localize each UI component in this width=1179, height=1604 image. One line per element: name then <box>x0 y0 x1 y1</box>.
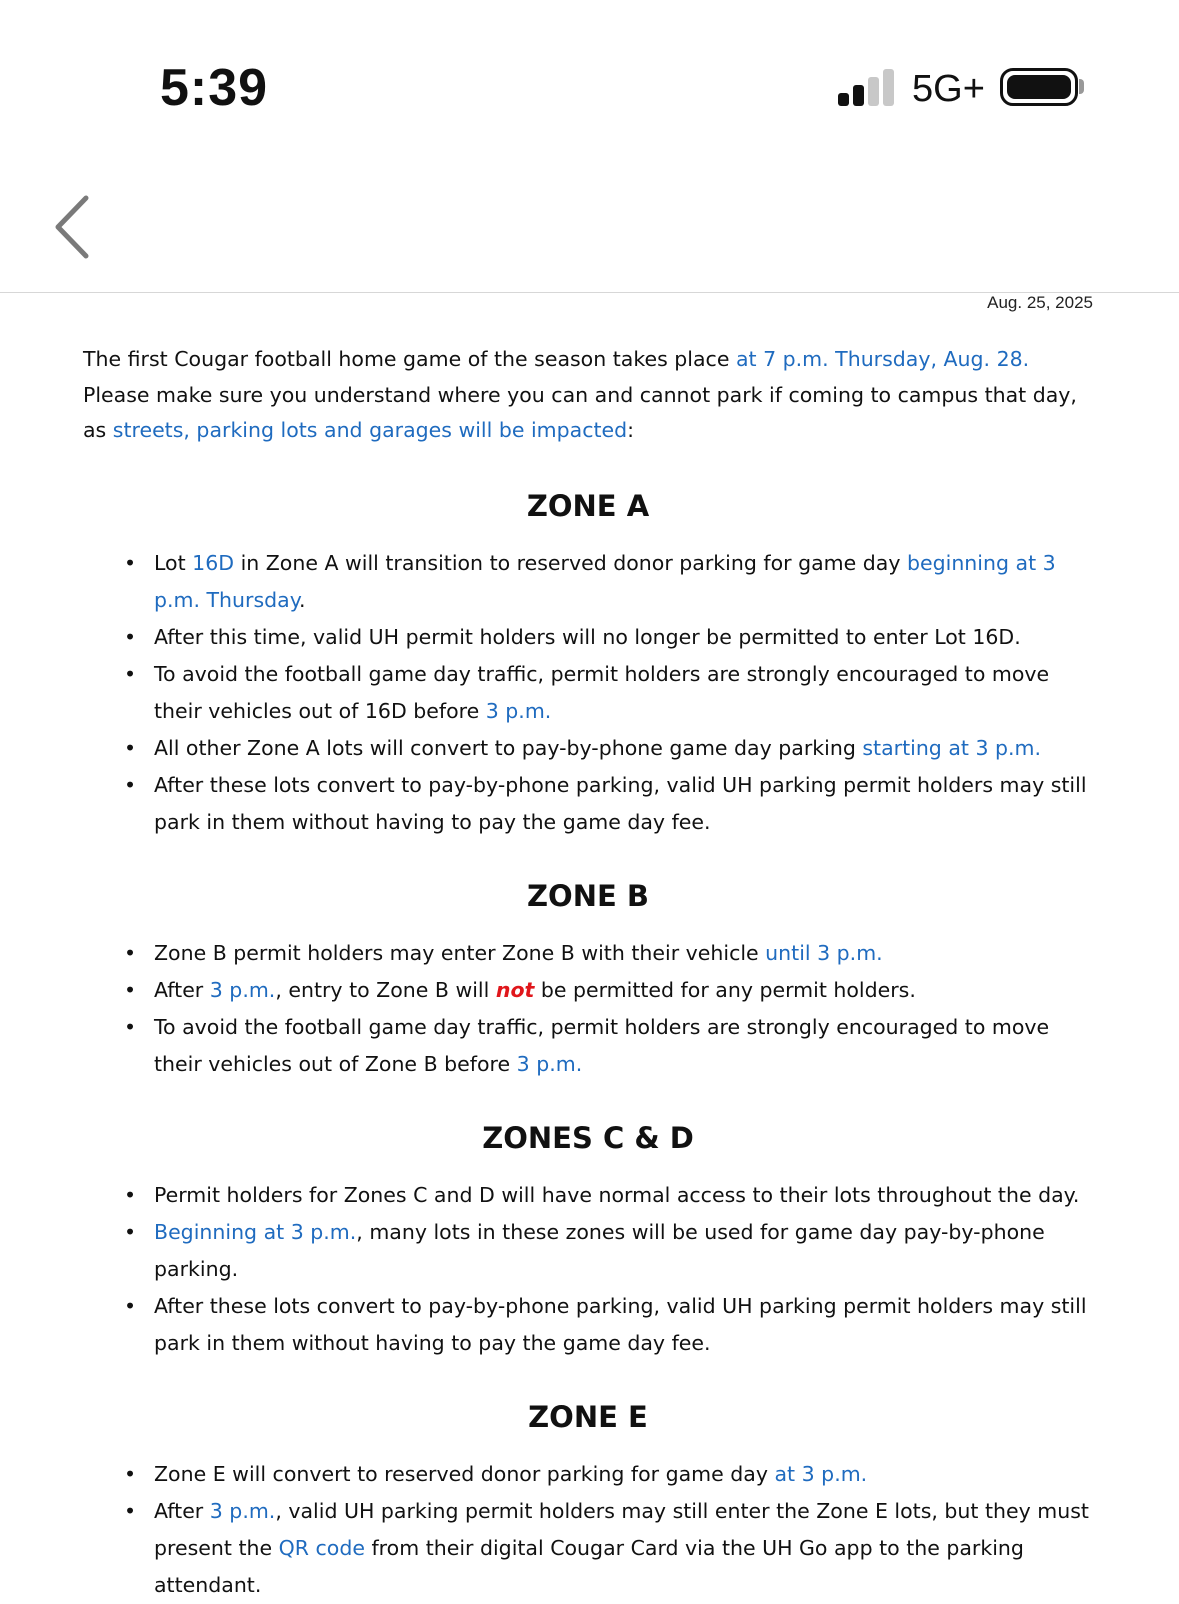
text: Zone B permit holders may enter Zone B with their vehicle <box>154 940 766 965</box>
network-type-label: 5G+ <box>912 68 985 110</box>
zone-cd-heading: ZONES C & D <box>482 1120 694 1155</box>
time-link[interactable]: starting at 3 p.m. <box>862 735 1042 760</box>
zone-b-list <box>83 935 1093 1083</box>
back-button[interactable] <box>48 190 98 264</box>
list-item <box>154 1009 1093 1083</box>
list-item <box>154 1214 1093 1288</box>
time-link[interactable]: Beginning at 3 p.m. <box>154 1219 357 1244</box>
clock: 5:39 <box>160 59 269 117</box>
intro-link-game-time[interactable]: at 7 p.m. Thursday, Aug. 28. <box>735 347 1030 371</box>
lot-16d-link[interactable]: 16D <box>192 550 235 575</box>
text: Lot <box>154 550 193 575</box>
text: All other Zone A lots will convert to pay-by-phone game day parking <box>154 735 863 760</box>
intro-text: : <box>627 418 635 442</box>
text: in Zone A will transition to reserved donor parking for game day <box>234 550 907 575</box>
list-item <box>154 730 1093 767</box>
text: from their digital Cougar Card via the UH Go app to the parking attendant. <box>154 1535 1024 1597</box>
text: , valid UH parking permit holders may still enter the Zone E lots, but they must present the <box>154 1498 1089 1560</box>
zone-a-heading: ZONE A <box>526 488 650 523</box>
emphasis-not: not <box>495 977 535 1002</box>
text: , entry to Zone B will <box>275 977 496 1002</box>
zone-e-list <box>83 1456 1093 1604</box>
time-link[interactable]: 3 p.m. <box>516 1051 583 1076</box>
time-link[interactable]: 3 p.m. <box>209 1498 276 1523</box>
battery-icon <box>1000 68 1078 106</box>
time-link[interactable]: at 3 p.m. <box>774 1461 868 1486</box>
time-link[interactable]: beginning at 3 p.m. Thursday <box>154 550 1056 612</box>
list-item <box>154 1493 1093 1604</box>
list-item <box>154 545 1093 619</box>
list-item <box>154 1456 1093 1493</box>
intro-text: The first Cougar football home game of the season takes place <box>83 347 736 371</box>
zone-e-heading: ZONE E <box>528 1399 648 1434</box>
chevron-left-icon <box>48 190 98 264</box>
intro-link-impact[interactable]: streets, parking lots and garages will be impacted <box>112 418 628 442</box>
list-item: • Permit holders for Zones C and D will have normal access to their lots throughout the day. <box>154 1177 1093 1214</box>
list-item <box>154 935 1093 972</box>
text: After <box>154 1498 210 1523</box>
list-item: • After these lots convert to pay-by-phone parking, valid UH parking permit holders may still park in them without having to pay the game day fee. <box>154 1288 1093 1362</box>
list-item: • After these lots convert to pay-by-phone parking, valid UH parking permit holders may still park in them without having to pay the game day fee. <box>154 767 1093 841</box>
zone-cd-list <box>83 1177 1093 1362</box>
text: To avoid the football game day traffic, permit holders are strongly encouraged to move their vehicles out of 16D before <box>154 661 1050 723</box>
list-item <box>154 972 1093 1009</box>
text: . <box>298 587 306 612</box>
zone-b-heading: ZONE B <box>527 878 649 913</box>
status-bar <box>0 0 1179 170</box>
list-item <box>154 656 1093 730</box>
text: be permitted for any permit holders. <box>534 977 916 1002</box>
intro-text: Please make sure you understand where you can and cannot park if coming to campus that day, as <box>83 382 1077 442</box>
intro-paragraph <box>83 342 1093 449</box>
time-link[interactable]: until 3 p.m. <box>765 940 883 965</box>
cellular-signal-icon <box>838 68 898 106</box>
time-link[interactable]: 3 p.m. <box>485 698 552 723</box>
publish-date: Aug. 25, 2025 <box>987 293 1093 312</box>
text: , many lots in these zones will be used for game day pay-by-phone parking. <box>154 1219 1045 1281</box>
text: After <box>154 977 210 1002</box>
time-link[interactable]: 3 p.m. <box>209 977 276 1002</box>
battery-tip <box>1079 79 1084 94</box>
zone-a-list <box>83 545 1093 841</box>
list-item: • After this time, valid UH permit holders will no longer be permitted to enter Lot 16D. <box>154 619 1093 656</box>
article-body <box>83 342 1093 1604</box>
text: To avoid the football game day traffic, permit holders are strongly encouraged to move their vehicles out of Zone B before <box>154 1014 1050 1076</box>
qr-code-link[interactable]: QR code <box>278 1535 365 1560</box>
text: Zone E will convert to reserved donor parking for game day <box>154 1461 775 1486</box>
